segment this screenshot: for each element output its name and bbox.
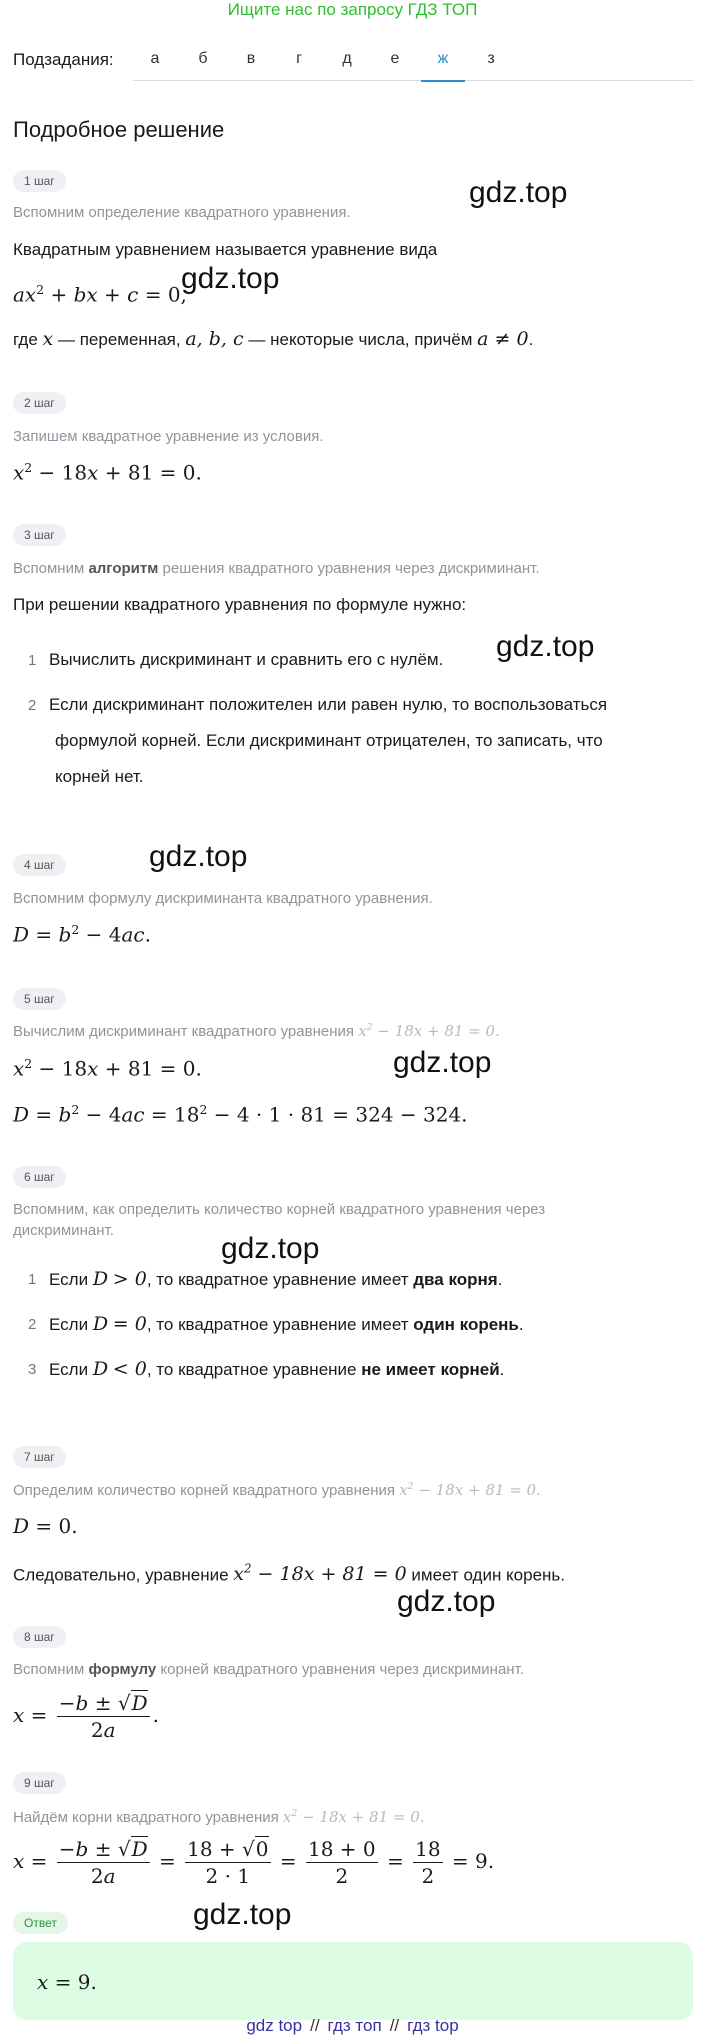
footer-link[interactable]: гдз топ — [327, 2016, 382, 2035]
list-number: 3 — [28, 1361, 37, 1378]
step-text: При решении квадратного уравнения по формуле нужно: — [13, 595, 467, 614]
watermark: gdz.top — [181, 262, 280, 295]
watermark: gdz.top — [193, 1898, 292, 1931]
step-hint: Вспомним, как определить количество корней квадратного уравнения через — [13, 1201, 546, 1218]
footer-link[interactable]: gdz top — [246, 2016, 303, 2035]
step-hint: Вспомним алгоритм решения квадратного уравнения через дискриминант. — [13, 560, 540, 577]
list-number: 1 — [28, 652, 37, 669]
watermark: gdz.top — [149, 840, 248, 873]
tab-e[interactable]: е — [390, 50, 400, 67]
list-number: 2 — [28, 1316, 37, 1333]
formula-roots: x = $\frac{-b \pm √D}{2a}$ . — [13, 1691, 159, 1742]
step-text: Следовательно, уравнение $x^2 - 18x + 81 = 0$ имеет один корень. — [13, 1562, 566, 1586]
watermark: gdz.top — [469, 176, 568, 209]
list-item-cont: корней нет. — [55, 767, 144, 786]
tab-v[interactable]: в — [246, 50, 256, 67]
tab-z[interactable]: з — [487, 50, 495, 67]
step-badge: 9 шаг — [13, 1772, 66, 1794]
section-title: Подробное решение — [13, 117, 225, 142]
step-hint: Вспомним определение квадратного уравнения. — [13, 204, 351, 221]
promo-banner: Ищите нас по запросу ГДЗ ТОП — [227, 0, 478, 19]
step-note: где x — переменная, a, b, c — некоторые числа, причём a ≠ 0. — [13, 328, 534, 350]
footer-link[interactable]: гдз top — [407, 2016, 459, 2035]
footer-sep: // — [310, 2016, 320, 2035]
formula: $x^2 - 18x + 81 = 0$. — [13, 460, 202, 485]
list-item: Вычислить дискриминант и сравнить его с нулём. — [49, 650, 444, 669]
tab-b[interactable]: б — [198, 50, 208, 67]
step-text: Квадратным уравнением называется уравнение вида — [13, 240, 438, 259]
step-badge: 7 шаг — [13, 1446, 66, 1468]
formula-calc: $D = b^2 - 4ac = 18^2 - 4 \cdot 1 \cdot 81 = 324 - 324$. — [13, 1102, 468, 1127]
step-badge: 6 шаг — [13, 1166, 66, 1188]
list-number: 2 — [28, 697, 37, 714]
step-hint: Вычислим дискриминант квадратного уравнения $x^2 - 18x + 81 = 0$. — [13, 1022, 500, 1040]
formula: $x^2 - 18x + 81 = 0$. — [13, 1056, 202, 1081]
step-badge: 1 шаг — [13, 170, 66, 192]
watermark: gdz.top — [393, 1046, 492, 1079]
step-hint: Запишем квадратное уравнение из условия. — [13, 428, 324, 445]
step-badge: 4 шаг — [13, 854, 66, 876]
list-number: 1 — [28, 1271, 37, 1288]
footer-sep: // — [389, 2016, 400, 2035]
list-item: Если дискриминант положителен или равен нулю, то воспользоваться — [49, 695, 608, 714]
answer-badge: Ответ — [13, 1912, 68, 1934]
step-hint: Определим количество корней квадратного уравнения $x^2 - 18x + 81 = 0$. — [13, 1481, 541, 1499]
formula-general: $ax^2$ + bx + c = 0, — [13, 282, 187, 307]
tab-g[interactable]: г — [296, 50, 302, 67]
answer-value: x = 9. — [37, 1970, 97, 1994]
formula-solution: x = $\frac{-b \pm √D}{2a}$ = $\frac{18 + √0}{2 \cdot 1}$ = $\frac{18 + 0}{2}$ = $\frac{18}{2}$ = 9. — [13, 1837, 495, 1888]
step-badge: 8 шаг — [13, 1626, 66, 1648]
step-hint: Вспомним формулу дискриминанта квадратного уравнения. — [13, 890, 433, 907]
tab-d[interactable]: д — [342, 50, 352, 67]
step-badge: 2 шаг — [13, 392, 66, 414]
list-item: Если D < 0, то квадратное уравнение не имеет корней. — [49, 1358, 505, 1380]
step-badge: 3 шаг — [13, 524, 66, 546]
subtasks-label: Подзадания: — [13, 50, 114, 69]
step-hint-cont: дискриминант. — [13, 1222, 114, 1239]
subtask-tabs — [133, 46, 693, 81]
watermark: gdz.top — [496, 630, 595, 663]
tab-zh[interactable]: ж — [421, 50, 465, 82]
formula: D = 0. — [13, 1514, 78, 1538]
step-hint: Вспомним формулу корней квадратного уравнения через дискриминант. — [13, 1661, 524, 1678]
step-hint: Найдём корни квадратного уравнения $x^2 - 18x + 81 = 0$. — [13, 1808, 425, 1826]
list-item: Если D = 0, то квадратное уравнение имеет один корень. — [49, 1313, 524, 1335]
tab-a[interactable]: а — [150, 50, 160, 67]
list-item: Если D > 0, то квадратное уравнение имеет два корня. — [49, 1268, 503, 1290]
list-item-cont: формулой корней. Если дискриминант отрицателен, то записать, что — [55, 731, 603, 750]
watermark: gdz.top — [397, 1585, 496, 1618]
formula-discriminant: $D = b^2 - 4ac$. — [13, 922, 151, 947]
footer-links — [0, 2016, 705, 2036]
step-badge: 5 шаг — [13, 988, 66, 1010]
answer-box — [13, 1942, 693, 2020]
watermark: gdz.top — [221, 1232, 320, 1265]
